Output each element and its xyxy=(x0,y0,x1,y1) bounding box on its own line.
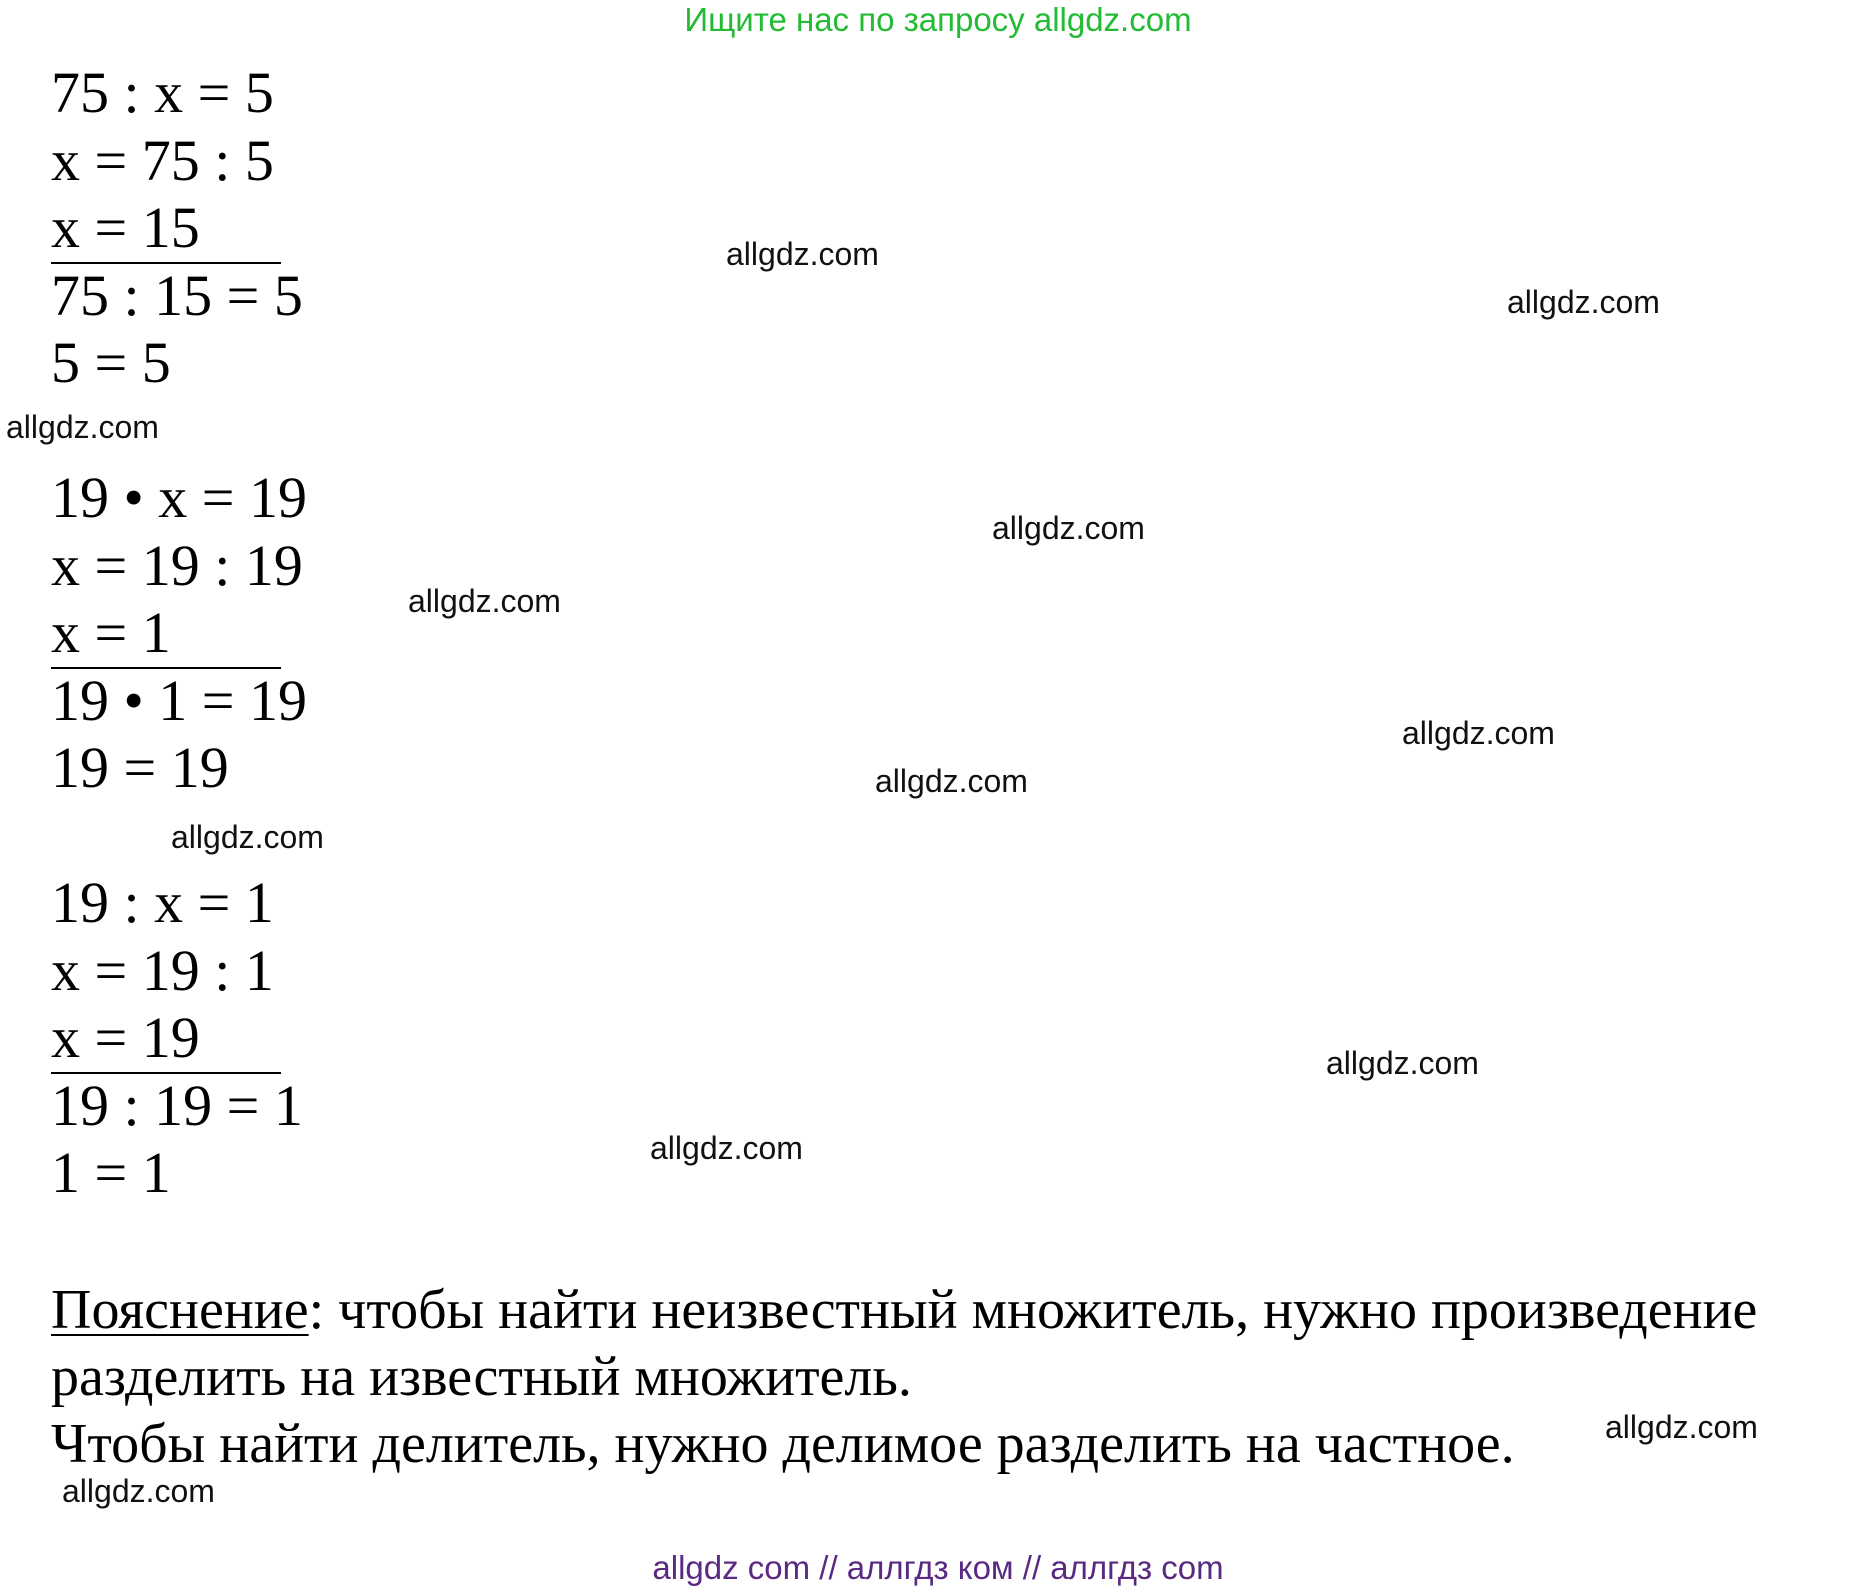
watermark: allgdz.com xyxy=(62,1473,215,1509)
problem-2-equation: 19 • x = 19 xyxy=(51,465,308,530)
problem-1-check: 75 : 15 = 5 xyxy=(51,263,303,328)
problem-2-step: x = 19 : 19 xyxy=(51,533,303,598)
problem-1-step: x = 75 : 5 xyxy=(51,128,274,193)
watermark: allgdz.com xyxy=(1605,1409,1758,1445)
problem-1-equation: 75 : x = 5 xyxy=(51,60,274,125)
watermark: allgdz.com xyxy=(1507,284,1660,320)
watermark: allgdz.com xyxy=(1402,715,1555,751)
problem-2-check-result: 19 = 19 xyxy=(51,735,229,800)
problem-2-answer: x = 1 xyxy=(51,600,171,665)
watermark: allgdz.com xyxy=(1326,1045,1479,1081)
problem-1-answer: x = 15 xyxy=(51,195,200,260)
watermark: allgdz.com xyxy=(650,1130,803,1166)
watermark: allgdz.com xyxy=(992,510,1145,546)
problem-3-check-result: 1 = 1 xyxy=(51,1140,171,1205)
problem-3-step: x = 19 : 1 xyxy=(51,938,274,1003)
explanation-line-1 xyxy=(51,1277,1757,1343)
explanation-line-3: Чтобы найти делитель, нужно делимое разделить на частное. xyxy=(51,1413,1515,1475)
problem-3-check: 19 : 19 = 1 xyxy=(51,1073,303,1138)
explanation-rule-1: : чтобы найти неизвестный множитель, нужно произведение xyxy=(308,1279,1758,1341)
problem-3-equation: 19 : x = 1 xyxy=(51,870,274,935)
problem-3-answer: x = 19 xyxy=(51,1005,200,1070)
watermark: allgdz.com xyxy=(6,409,159,445)
top-banner: Ищите нас по запросу allgdz.com xyxy=(684,1,1192,38)
explanation-line-2: разделить на известный множитель. xyxy=(51,1346,912,1408)
watermark: allgdz.com xyxy=(171,819,324,855)
problem-1-check-result: 5 = 5 xyxy=(51,330,171,395)
watermark: allgdz.com xyxy=(875,763,1028,799)
explanation-label: Пояснение xyxy=(51,1279,309,1341)
watermark: allgdz.com xyxy=(408,583,561,619)
problem-2-check: 19 • 1 = 19 xyxy=(51,668,308,733)
watermark: allgdz.com xyxy=(726,236,879,272)
footer-links: allgdz com // аллгдз ком // аллгдз com xyxy=(652,1549,1224,1586)
